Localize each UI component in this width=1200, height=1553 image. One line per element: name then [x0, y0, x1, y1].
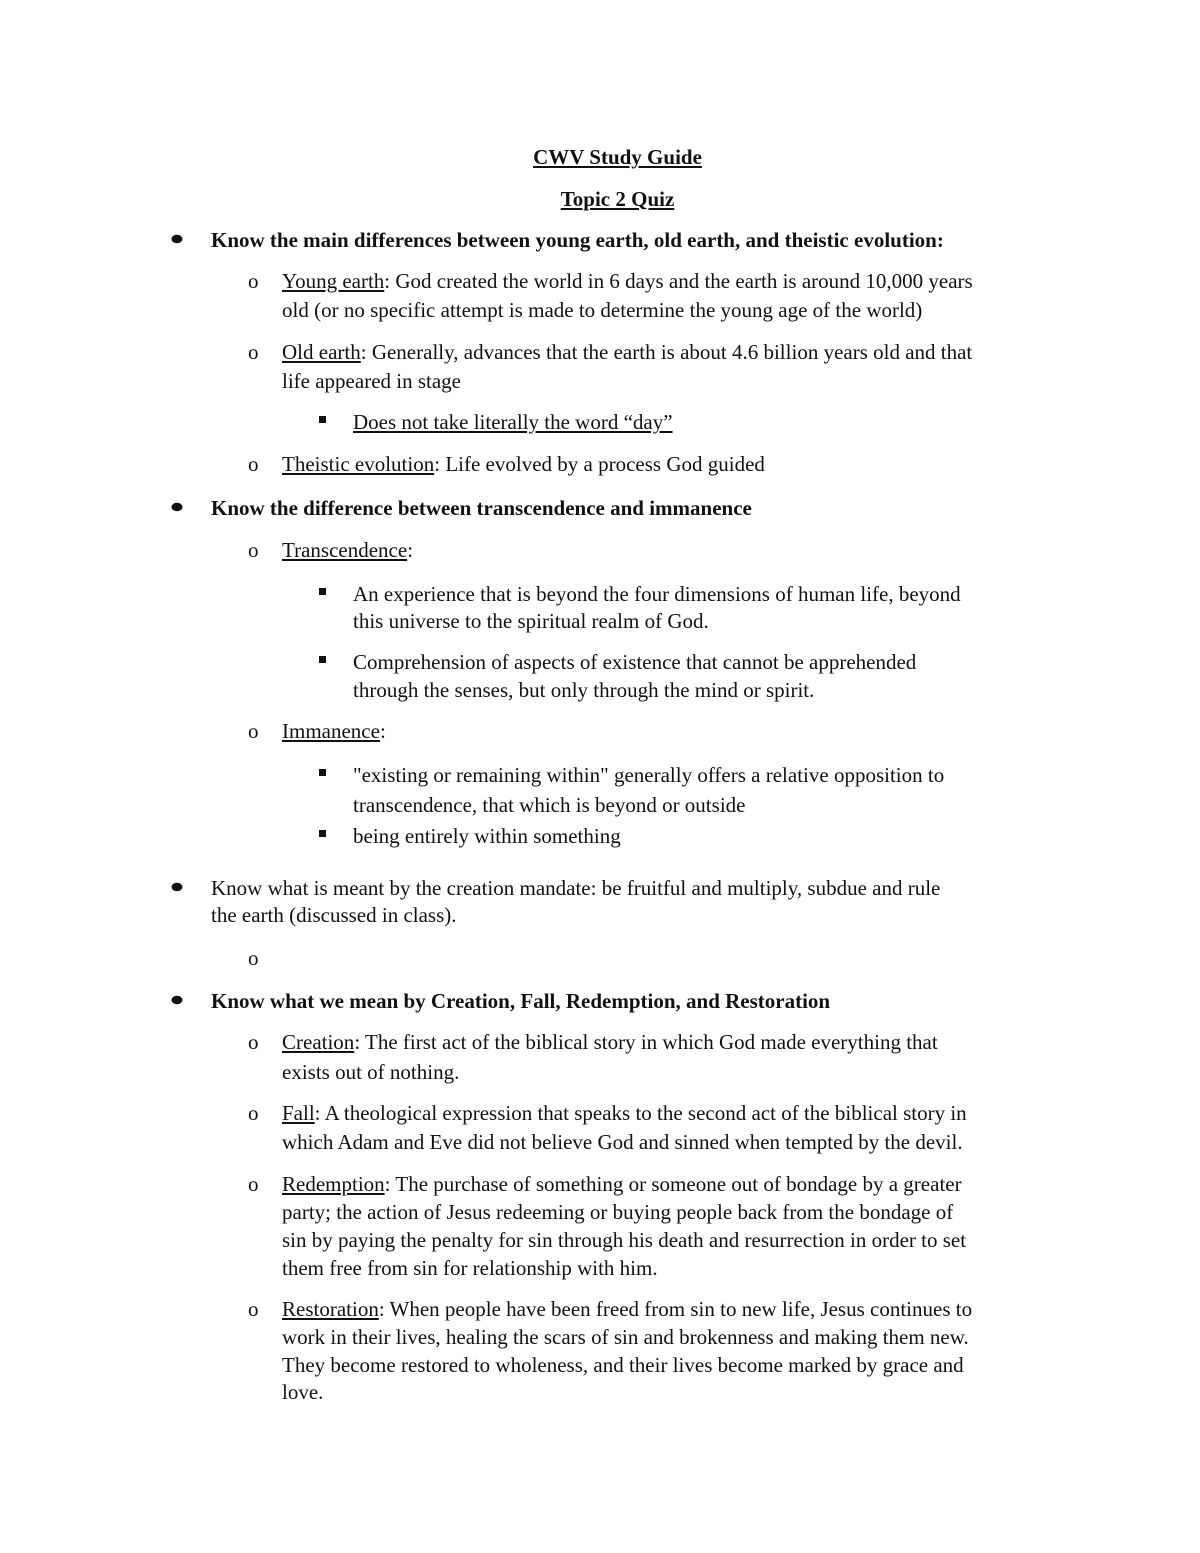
bullet-disc-icon — [172, 235, 183, 244]
item-text: : The first act of the biblical story in which God made everything that — [354, 1030, 938, 1054]
item-text: life appeared in stage — [282, 369, 461, 393]
bullet-circle-marker: o — [248, 1172, 259, 1196]
bullet-disc-icon — [172, 996, 183, 1005]
item-text: party; the action of Jesus redeeming or buying people back from the bondage of — [282, 1200, 954, 1224]
section-heading: Know what we mean by Creation, Fall, Redemption, and Restoration — [211, 989, 831, 1013]
bullet-circle-marker: o — [248, 1030, 259, 1054]
item-text: : Generally, advances that the earth is about 4.6 billion years old and that — [360, 340, 973, 364]
bullet-disc-icon — [172, 503, 183, 512]
sub-item-text: being entirely within something — [353, 824, 621, 848]
bullet-disc-icon — [172, 883, 183, 892]
bullet-circle-marker: o — [248, 452, 259, 476]
bullet-square-icon — [319, 830, 326, 837]
item-text: They become restored to wholeness, and their lives become marked by grace and — [282, 1353, 964, 1377]
sub-item-text: transcendence, that which is beyond or outside — [353, 793, 746, 817]
bullet-square-icon — [319, 656, 326, 663]
list-item — [282, 1295, 972, 1323]
term-label: Restoration — [282, 1297, 379, 1321]
item-text: : When people have been freed from sin to new life, Jesus continues to — [378, 1297, 973, 1321]
section-text: Know what is meant by the creation mandate: be fruitful and multiply, subdue and rule — [211, 876, 941, 900]
sub-item-text: An experience that is beyond the four dimensions of human life, beyond — [353, 582, 961, 606]
item-text: them free from sin for relationship with him. — [282, 1256, 658, 1280]
list-item — [282, 450, 765, 478]
bullet-square-icon — [319, 416, 326, 423]
list-item — [282, 1099, 967, 1127]
bullet-square-icon — [319, 769, 326, 776]
bullet-circle-marker: o — [248, 340, 259, 364]
bullet-square-icon — [319, 588, 326, 595]
list-item — [282, 536, 413, 564]
term-label: Theistic evolution — [282, 452, 435, 476]
bullet-circle-marker: o — [248, 1101, 259, 1125]
sub-item-text: Does not take literally the word “day” — [353, 410, 673, 434]
sub-item-text: through the senses, but only through the mind or spirit. — [353, 678, 815, 702]
bullet-circle-marker: o — [248, 538, 259, 562]
item-text: love. — [282, 1380, 324, 1404]
item-text: work in their lives, healing the scars of sin and brokenness and making them new. — [282, 1325, 969, 1349]
term-label: Creation — [282, 1030, 355, 1054]
list-item — [282, 267, 973, 295]
item-text: exists out of nothing. — [282, 1060, 460, 1084]
item-text: : A theological expression that speaks to the second act of the biblical story in — [314, 1101, 967, 1125]
term-label: Transcendence — [282, 538, 408, 562]
item-text: sin by paying the penalty for sin through his death and resurrection in order to set — [282, 1228, 967, 1252]
bullet-circle-marker: o — [248, 719, 259, 743]
term-label: Young earth — [282, 269, 385, 293]
sub-item-text: this universe to the spiritual realm of God. — [353, 609, 709, 633]
term-label: Immanence — [282, 719, 380, 743]
item-text: : Life evolved by a process God guided — [434, 452, 765, 476]
bullet-circle-marker: o — [248, 269, 259, 293]
list-item — [282, 338, 972, 366]
document-subtitle: Topic 2 Quiz — [560, 187, 675, 211]
sub-item-text: "existing or remaining within" generally offers a relative opposition to — [353, 763, 945, 787]
list-item — [282, 1028, 938, 1056]
term-label: Fall — [282, 1101, 315, 1125]
item-text: : — [407, 538, 414, 562]
sub-item-text: Comprehension of aspects of existence that cannot be apprehended — [353, 650, 917, 674]
item-text: old (or no specific attempt is made to determine the young age of the world) — [282, 298, 923, 322]
item-text: : God created the world in 6 days and the earth is around 10,000 years — [384, 269, 973, 293]
document-title: CWV Study Guide — [533, 145, 702, 169]
term-label: Redemption — [282, 1172, 385, 1196]
section-text: the earth (discussed in class). — [211, 903, 457, 927]
list-item — [282, 1170, 962, 1198]
list-item — [282, 717, 386, 745]
section-heading: Know the main differences between young earth, old earth, and theistic evolution: — [211, 228, 944, 252]
term-label: Old earth — [282, 340, 361, 364]
item-text: : The purchase of something or someone out of bondage by a greater — [384, 1172, 962, 1196]
bullet-circle-marker: o — [248, 1297, 259, 1321]
section-heading: Know the difference between transcendence and immanence — [211, 496, 752, 520]
bullet-circle-marker: o — [248, 946, 259, 970]
item-text: which Adam and Eve did not believe God and sinned when tempted by the devil. — [282, 1130, 963, 1154]
item-text: : — [379, 719, 386, 743]
